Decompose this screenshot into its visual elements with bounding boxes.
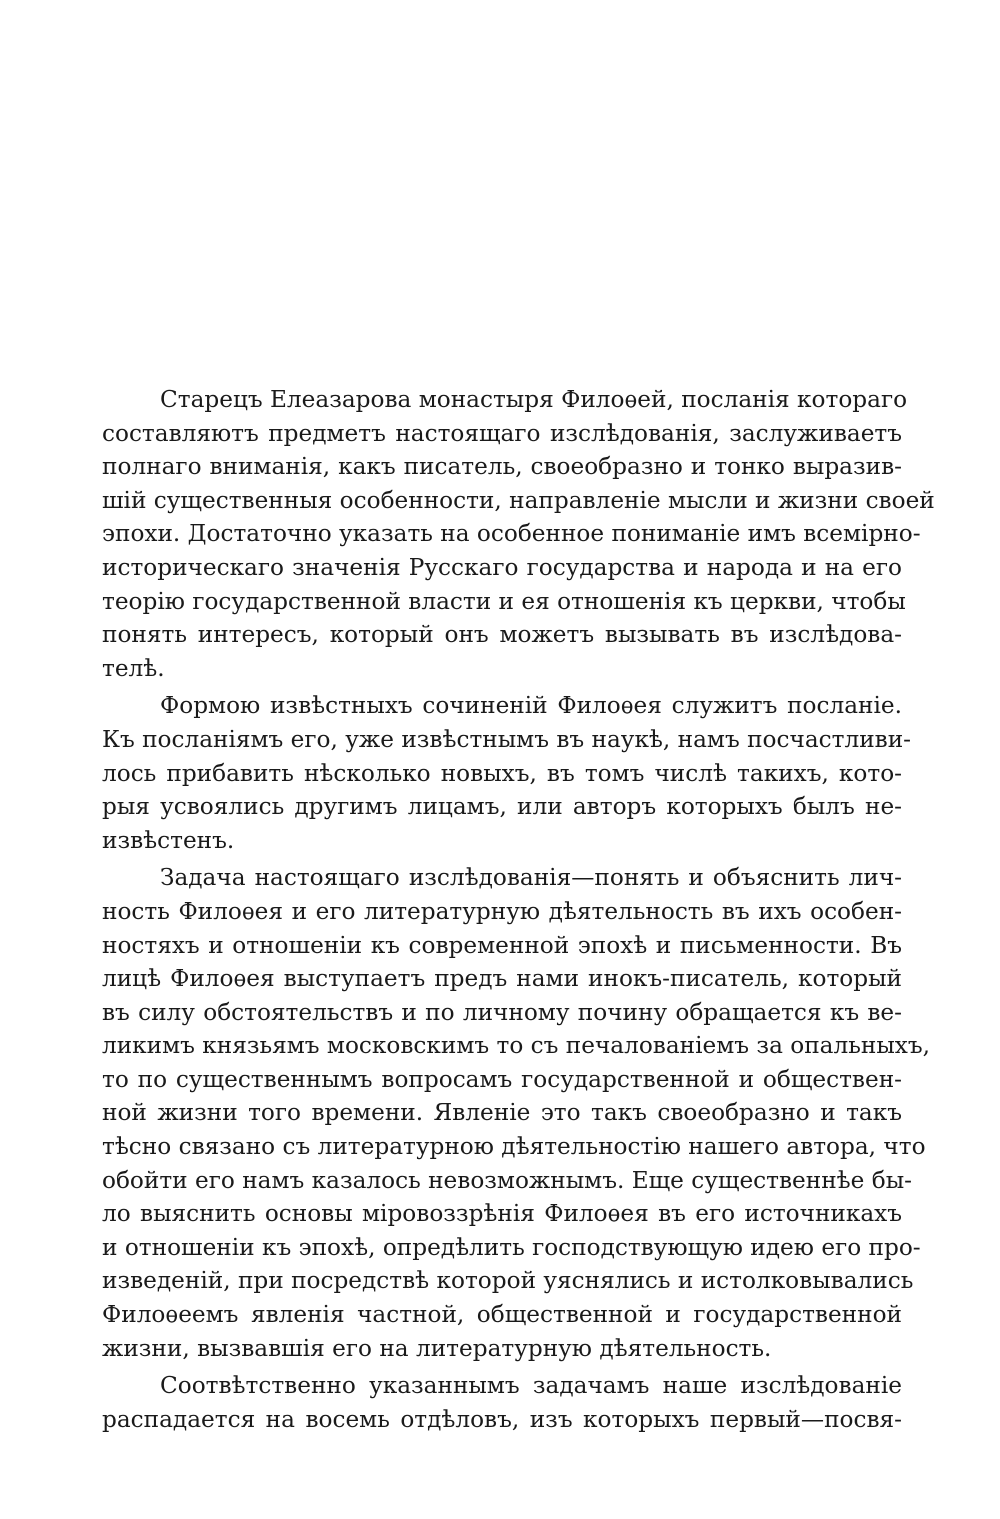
text-line: эпохи. Достаточно указать на особенное пониманіе имъ всемірно- [102,520,921,548]
paragraph-3 [102,861,930,1365]
text-line: въ силу обстоятельствъ и по личному почину обращается къ ве- [102,998,902,1026]
text-line: распадается на восемь отдѣловъ, изъ которыхъ первый—посвя- [102,1405,902,1433]
text-line: Соотвѣтственно указаннымъ задачамъ наше изслѣдованіе [160,1372,902,1400]
text-line: ность Филоѳея и его литературную дѣятельность въ ихъ особен- [102,897,902,925]
text-line: лось прибавить нѣсколько новыхъ, въ томъ числѣ такихъ, кото- [102,759,902,787]
text-line: Старецъ Елеазарова монастыря Филоѳей, посланія котораго [160,386,908,413]
text-line: то по существеннымъ вопросамъ государственной и обществен- [102,1065,902,1093]
text-line: извѣстенъ. [102,826,235,854]
text-line: шій существенныя особенности, направленіе мысли и жизни своей [102,486,935,514]
text-line: ностяхъ и отношеніи къ современной эпохѣ и письменности. Въ [102,931,902,959]
text-line: теорію государственной власти и ея отношенія къ церкви, чтобы [102,587,906,615]
text-line: Задача настоящаго изслѣдованія—понять и объяснить лич- [160,864,902,892]
paragraph-4 [102,1369,902,1436]
text-line: полнаго вниманія, какъ писатель, своеобразно и тонко выразив- [102,453,902,481]
text-line: изведеній, при посредствѣ которой уяснялись и истолковывались [102,1267,914,1295]
text-line: составляютъ предметъ настоящаго изслѣдованія, заслуживаетъ [102,419,902,447]
paragraph-2 [102,689,911,857]
text-line: тѣсно связано съ литературною дѣятельностію нашего автора, что [102,1133,926,1161]
text-line: лицѣ Филоѳея выступаетъ предъ нами инокъ-писатель, который [102,965,902,993]
text-line: ло выяснить основы міровоззрѣнія Филоѳея въ его источникахъ [102,1200,902,1228]
text-line: и отношеніи къ эпохѣ, опредѣлить господствующую идею его про- [102,1233,921,1261]
text-line: историческаго значенія Русскаго государства и народа и на его [102,553,902,581]
text-line: ной жизни того времени. Явленіе это такъ своеобразно и такъ [102,1099,902,1127]
text-line: телѣ. [102,654,165,682]
text-line: Формою извѣстныхъ сочиненій Филоѳея служитъ посланіе. [160,692,902,720]
text-line: Филоѳеемъ явленія частной, общественной и государственной [102,1301,902,1329]
text-line: ликимъ князьямъ московскимъ то съ печалованіемъ за опальныхъ, [102,1032,930,1060]
text-line: Къ посланіямъ его, уже извѣстнымъ въ наукѣ, намъ посчастливи- [102,725,911,753]
body-text [102,383,935,1436]
text-line: понять интересъ, который онъ можетъ вызывать въ изслѣдова- [102,621,902,649]
text-line: жизни, вызвавшія его на литературную дѣятельность. [102,1334,772,1362]
text-line: рыя усвоялись другимъ лицамъ, или авторъ которыхъ былъ не- [102,793,902,821]
paragraph-1 [102,383,935,685]
text-line: обойти его намъ казалось невозможнымъ. Еще существеннѣе бы- [102,1166,913,1194]
